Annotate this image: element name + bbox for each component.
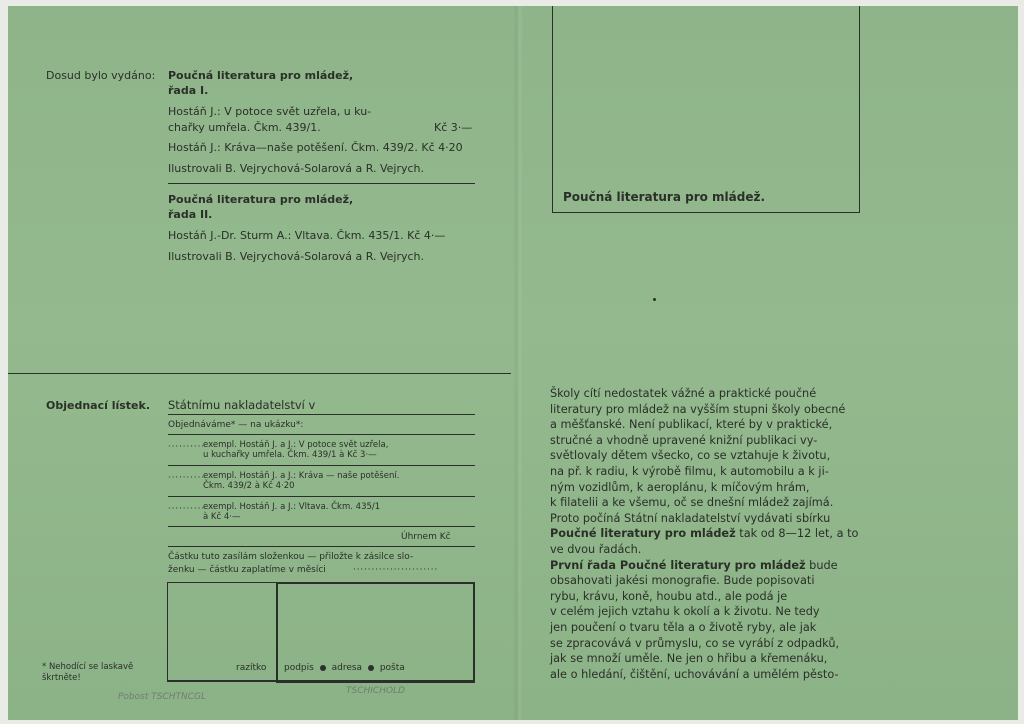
month-field-dots[interactable]: ······················· bbox=[353, 565, 439, 575]
bullet-dot bbox=[320, 665, 326, 671]
para-line: k filatelii a ke všemu, oč se dnešní mládež zajímá. bbox=[550, 496, 834, 510]
para-line: a měšťanské. Není publikací, které by v praktické, bbox=[550, 418, 833, 432]
total-label: Úhrnem Kč bbox=[401, 532, 451, 542]
order-line: Objednáváme* — na ukázku*: bbox=[168, 420, 304, 430]
para-line: Proto počíná Státní nakladatelství vydávati sbírku bbox=[550, 511, 831, 525]
para-text: bude bbox=[805, 558, 838, 572]
pencil-note-1: Pobost TSCHTNCGL bbox=[118, 692, 206, 702]
form-rule-4 bbox=[168, 496, 475, 497]
item3-line-a: exempl. Hostáň J. a J.: Vltava. Čkm. 435/1 bbox=[203, 502, 381, 512]
form-rule-3 bbox=[168, 465, 475, 466]
description-text bbox=[550, 386, 862, 682]
pencil-note-2: TSCHICHOLD bbox=[346, 686, 405, 696]
cut-line bbox=[8, 373, 511, 374]
para-line: stručné a vhodně upravené knižní publikaci vy- bbox=[550, 433, 818, 447]
item1-line-a: exempl. Hostáň J. a J.: V potoce svět uzřela, bbox=[203, 440, 389, 450]
ink-speck bbox=[653, 298, 656, 301]
para-line: ve dvou řadách. bbox=[550, 542, 642, 556]
brochure-sheet bbox=[8, 6, 1018, 720]
series2-sub: řada II. bbox=[168, 208, 213, 221]
para-line: v celém jejich vztahu k okolí a k životu. Ne tedy bbox=[550, 605, 820, 619]
para-line-mixed bbox=[550, 526, 862, 542]
payment-line-b: ženku — částku zaplatíme v měsíci bbox=[168, 565, 326, 575]
bold-series-name: Poučné literatury pro mládež bbox=[550, 527, 736, 541]
item3-line-b: à Kč 4·— bbox=[203, 512, 241, 522]
item2-line-a: exempl. Hostáň J. a J.: Kráva — naše potěšení. bbox=[203, 471, 400, 481]
para-line: ale o hledání, čištění, uchovávání a umělém pěsto- bbox=[550, 667, 839, 681]
para-line: se zpracovává v průmyslu, co se vyrábí z odpadků, bbox=[550, 636, 840, 650]
series1-line2: chařky umřela. Čkm. 439/1. bbox=[168, 121, 321, 134]
bullet-dot bbox=[368, 665, 374, 671]
series1-line2-price: Kč 3·— bbox=[434, 121, 473, 134]
para-line: na př. k radiu, k výrobě filmu, k automobilu a k ji- bbox=[550, 464, 829, 478]
para-line-mixed bbox=[550, 558, 862, 574]
title-frame bbox=[552, 6, 860, 213]
footnote-line-b: škrtněte! bbox=[42, 673, 81, 683]
footnote-line-a: * Nehodící se laskavě bbox=[42, 662, 134, 672]
signature-label: podpis bbox=[284, 663, 314, 673]
para-line: světlovaly dětem všecko, co se vztahuje k životu, bbox=[550, 449, 831, 463]
form-rule-1 bbox=[168, 414, 475, 415]
stamp-label: razítko bbox=[236, 663, 267, 673]
item2-qty-dots[interactable]: ·········· bbox=[168, 473, 206, 483]
series1-line1: Hostáň J.: V potoce svět uzřela, u ku- bbox=[168, 105, 372, 118]
para-line: ným vozidlům, k aeroplánu, k míčovým hrám, bbox=[550, 480, 810, 494]
address-label: adresa bbox=[331, 663, 363, 673]
series2-line1: Hostáň J.-Dr. Sturm A.: Vltava. Čkm. 435/1. Kč 4·— bbox=[168, 229, 446, 242]
para-line: rybu, krávu, koně, houbu atd., ale podá je bbox=[550, 589, 788, 603]
center-fold bbox=[513, 6, 523, 720]
form-rule-6 bbox=[168, 546, 475, 547]
para-line: Školy cítí nedostatek vážné a praktické poučné bbox=[550, 387, 817, 400]
series1-sub: řada I. bbox=[168, 84, 209, 97]
para-line: obsahovati jakési monografie. Bude popisovati bbox=[550, 574, 815, 588]
payment-line-a: Částku tuto zasílám složenkou — přiložte k zásilce slo- bbox=[168, 552, 414, 562]
post-label: pošta bbox=[379, 663, 405, 673]
para-line: literatury pro mládež na vyšším stupni školy obecné bbox=[550, 402, 846, 416]
item1-qty-dots[interactable]: ·········· bbox=[168, 442, 206, 452]
para-text: tak od 8—12 let, a to bbox=[735, 527, 859, 541]
series2-title: Poučná literatura pro mládež, bbox=[168, 193, 354, 206]
para-line: jen poučení o tvaru těla a o životě ryby, ale jak bbox=[550, 620, 817, 634]
right-title: Poučná literatura pro mládež. bbox=[563, 190, 766, 204]
item1-line-b: u kuchařky umřela. Čkm. 439/1 à Kč 3·— bbox=[203, 450, 377, 460]
publisher-line: Státnímu nakladatelství v bbox=[168, 398, 316, 412]
published-label: Dosud bylo vydáno: bbox=[46, 69, 156, 82]
para-line: jak se množí uměle. Ne jen o hřibu a křemenáku, bbox=[550, 652, 828, 666]
form-bottom-rule bbox=[167, 680, 474, 682]
item2-line-b: Čkm. 439/2 à Kč 4·20 bbox=[203, 481, 295, 491]
bold-first-series: První řada Poučné literatury pro mládež bbox=[550, 558, 806, 572]
order-form-label: Objednací lístek. bbox=[46, 399, 151, 412]
form-rule-2 bbox=[168, 434, 475, 435]
form-rule-5 bbox=[168, 526, 475, 527]
signature-label-row bbox=[284, 663, 405, 673]
series1-title: Poučná literatura pro mládež, bbox=[168, 69, 354, 82]
series-divider bbox=[168, 183, 475, 184]
series1-line3: Hostáň J.: Kráva—naše potěšení. Čkm. 439/2. Kč 4·20 bbox=[168, 141, 463, 154]
item3-qty-dots[interactable]: ·········· bbox=[168, 504, 206, 514]
series2-line2: Ilustrovali B. Vejrychová-Solarová a R. Vejrych. bbox=[168, 250, 425, 263]
series1-line4: Ilustrovali B. Vejrychová-Solarová a R. Vejrych. bbox=[168, 162, 425, 175]
